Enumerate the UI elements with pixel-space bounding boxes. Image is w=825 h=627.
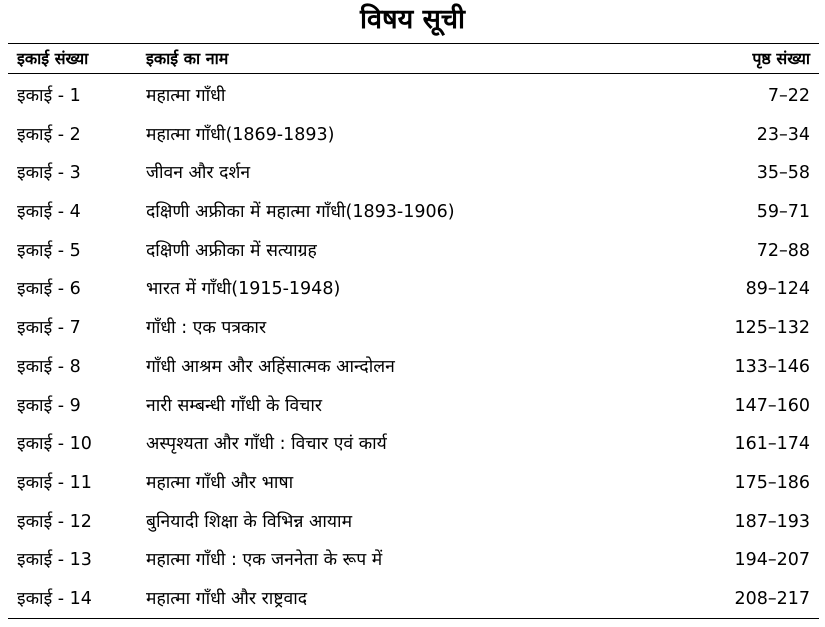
table-row	[0, 541, 825, 580]
unit-number: इकाई - 11	[17, 472, 92, 493]
unit-name: दक्षिणी अफ्रीका में महात्मा गाँधी(1893-1906)	[146, 202, 455, 223]
page-range: 194–207	[734, 550, 810, 571]
table-row	[0, 309, 825, 348]
unit-number: इकाई - 6	[17, 279, 81, 300]
unit-name: भारत में गाँधी(1915-1948)	[146, 279, 341, 300]
unit-number: इकाई - 13	[17, 550, 92, 571]
table-header	[0, 45, 825, 73]
page-range: 161–174	[734, 434, 810, 455]
unit-number: इकाई - 2	[17, 124, 81, 145]
unit-name: गाँधी आश्रम और अहिंसात्मक आन्दोलन	[146, 356, 395, 377]
header-page-number: पृष्ठ संख्या	[752, 49, 810, 68]
unit-number: इकाई - 5	[17, 240, 81, 261]
unit-number: इकाई - 10	[17, 434, 92, 455]
unit-name: अस्पृश्यता और गाँधी : विचार एवं कार्य	[146, 434, 387, 455]
table-row	[0, 154, 825, 193]
page-title: विषय सूची	[359, 4, 466, 35]
unit-name: गाँधी : एक पत्रकार	[146, 318, 267, 339]
header-unit-number: इकाई संख्या	[17, 49, 89, 68]
unit-name: दक्षिणी अफ्रीका में सत्याग्रह	[146, 240, 317, 261]
page-range: 72–88	[756, 240, 810, 261]
table-row	[0, 193, 825, 232]
page-range: 133–146	[734, 356, 810, 377]
table-row	[0, 387, 825, 426]
table-row	[0, 503, 825, 542]
header-unit-name: इकाई का नाम	[146, 49, 229, 68]
contents-table	[0, 77, 825, 619]
page-range: 125–132	[734, 318, 810, 339]
unit-number: इकाई - 8	[17, 356, 81, 377]
page-range: 23–34	[756, 124, 810, 145]
page-range: 187–193	[734, 511, 810, 532]
table-row	[0, 464, 825, 503]
unit-name: महात्मा गाँधी और भाषा	[146, 472, 294, 493]
page-range: 89–124	[745, 279, 810, 300]
page-range: 175–186	[734, 472, 810, 493]
table-row	[0, 232, 825, 271]
unit-name: जीवन और दर्शन	[146, 163, 251, 184]
unit-number: इकाई - 7	[17, 318, 81, 339]
page-range: 59–71	[756, 202, 810, 223]
unit-number: इकाई - 1	[17, 86, 81, 106]
unit-name: महात्मा गाँधी और राष्ट्रवाद	[146, 588, 308, 609]
unit-name: बुनियादी शिक्षा के विभिन्न आयाम	[146, 511, 353, 532]
page-range: 147–160	[734, 395, 810, 416]
table-row	[0, 116, 825, 155]
unit-name: महात्मा गाँधी : एक जननेता के रूप में	[146, 550, 383, 571]
page-range: 7–22	[767, 86, 810, 106]
unit-name: नारी सम्बन्धी गाँधी के विचार	[146, 395, 323, 416]
top-rule	[8, 43, 819, 44]
bottom-rule	[8, 618, 819, 619]
unit-number: इकाई - 14	[17, 588, 92, 609]
unit-number: इकाई - 12	[17, 511, 92, 532]
page-range: 35–58	[756, 163, 810, 184]
header-rule	[8, 73, 819, 74]
unit-name: महात्मा गाँधी	[146, 86, 226, 106]
table-row	[0, 580, 825, 619]
unit-number: इकाई - 9	[17, 395, 81, 416]
table-row	[0, 425, 825, 464]
table-row	[0, 270, 825, 309]
unit-number: इकाई - 4	[17, 202, 81, 223]
unit-name: महात्मा गाँधी(1869-1893)	[146, 124, 335, 145]
page-range: 208–217	[734, 588, 810, 609]
table-row	[0, 348, 825, 387]
unit-number: इकाई - 3	[17, 163, 81, 184]
table-row	[0, 77, 825, 116]
